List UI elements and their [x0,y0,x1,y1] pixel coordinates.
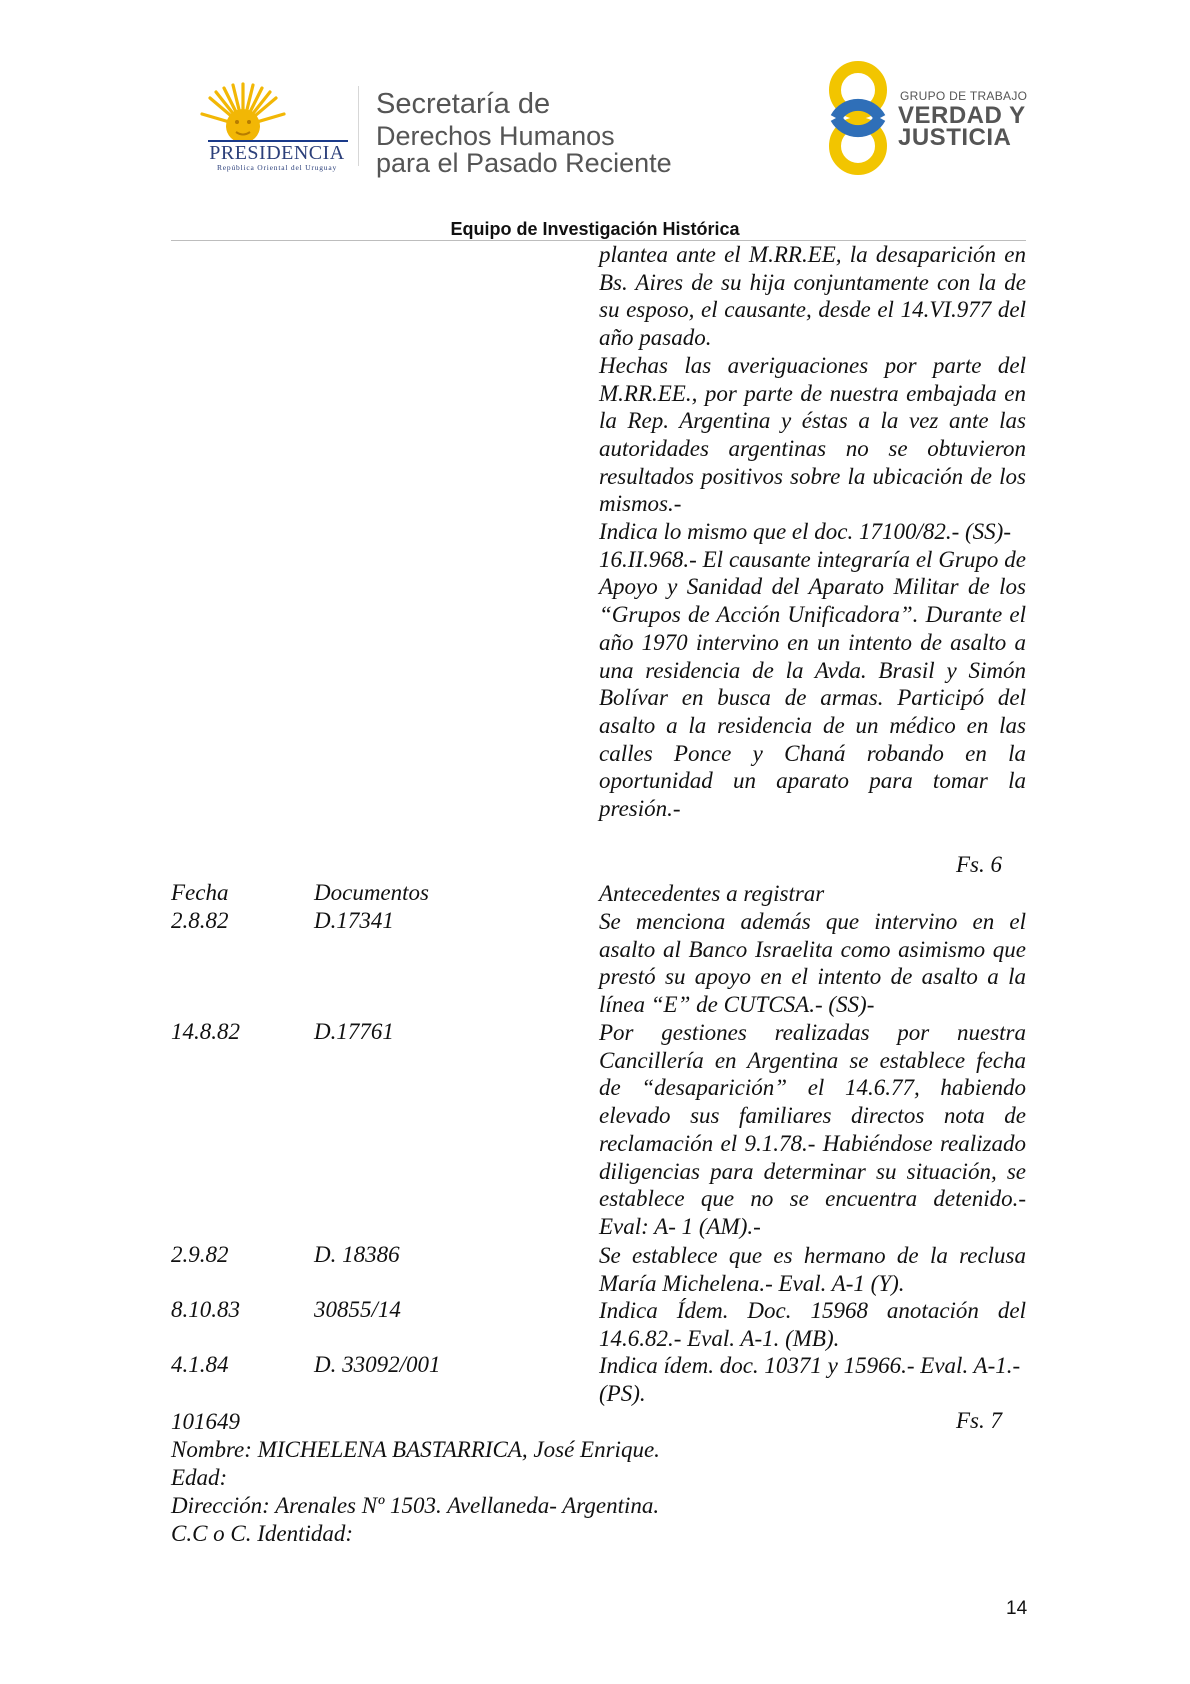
header-antecedentes: Antecedentes a registrar [599,881,825,906]
record-identidad: C.C o C. Identidad: [171,1521,354,1546]
continuation-paragraph: plantea ante el M.RR.EE, la desaparición en Bs. Aires de su hija conjuntamente con la de su esposo, el causante, desde el 14.VI.977 del año pasado. [599,242,1026,351]
presidencia-name: PRESIDENCIA [209,142,345,164]
row-text: Indica Ídem. Doc. 15968 anotación del 14.6.82.- Eval. A-1. (MB). [599,1298,1026,1351]
row-text: Se establece que es hermano de la reclusa María Michelena.- Eval. A-1 (Y). [599,1243,1026,1296]
folio-6: Fs. 6 [956,852,1002,877]
continuation-block [599,241,1026,823]
grupo-line3: JUSTICIA [898,124,1012,151]
row-doc: D. 18386 [314,1242,400,1267]
secretaria-line2: Derechos Humanos [376,121,615,151]
record-edad: Edad: [171,1465,228,1490]
row-fecha: 14.8.82 [171,1019,240,1044]
row-doc: D. 33092/001 [314,1352,441,1377]
record-nombre: Nombre: MICHELENA BASTARRICA, José Enrique. [171,1437,660,1462]
row-text: Por gestiones realizadas por nuestra Cancillería en Argentina se establece fecha de “desaparición” el 14.6.77, habiendo elevado sus familiares directos nota de reclamación el 9.1.78.- Habiéndose realizado diligencias para determinar su situación, se establece que no se encuentra detenido.- Eval: A- 1 (AM).- [599,1020,1026,1239]
record-number: 101649 [171,1409,240,1434]
record-direccion: Dirección: Arenales Nº 1503. Avellaneda- Argentina. [171,1493,660,1518]
row-text: Indica ídem. doc. 10371 y 15966.- Eval. A-1.- (PS). [599,1353,1021,1406]
header-documentos: Documentos [314,880,429,905]
secretaria-line1: Secretaría de [376,88,551,120]
row-doc: D.17341 [314,908,394,933]
page-number: 14 [1006,1598,1028,1619]
header-fecha: Fecha [171,880,229,905]
continuation-paragraph: Indica lo mismo que el doc. 17100/82.- (SS)- [599,519,1012,545]
continuation-paragraph: 16.II.968.- El causante integraría el Grupo de Apoyo y Sanidad del Aparato Militar de los “Grupos de Acción Unificadora”. Durante el año 1970 intervino en un intento de asalto a una residencia de la Avda. Brasil y Simón Bolívar en busca de armas. Participó del asalto a la residencia de un médico en las calles Ponce y Chaná robando en la oportunidad un aparato para tomar la presión.- [599,546,1026,822]
continuation-paragraph: Hechas las averiguaciones por parte del M.RR.EE., por parte de nuestra embajada en la Rep. Argentina y éstas a la vez ante las autoridades argentinas no se obtuvieron resultados positivos sobre la ubicación de los mismos.- [599,352,1026,517]
row-fecha: 2.8.82 [171,908,229,933]
row-doc: D.17761 [314,1019,394,1044]
logo-divider [358,86,359,166]
secretaria-line3: para el Pasado Reciente [376,148,672,178]
row-fecha: 4.1.84 [171,1352,229,1377]
team-heading: Equipo de Investigación Histórica [450,219,740,239]
row-fecha: 8.10.83 [171,1297,240,1322]
grupo-line1: GRUPO DE TRABAJO [900,89,1028,103]
row-fecha: 2.9.82 [171,1242,229,1267]
presidencia-subtitle: República Oriental del Uruguay [216,163,337,172]
grupo-line2: VERDAD Y [898,102,1026,129]
folio-7: Fs. 7 [956,1408,1002,1433]
row-text: Se menciona además que intervino en el asalto al Banco Israelita como asimismo que prestó su apoyo en el intento de asalto a la línea “E” de CUTCSA.- (SS)- [599,909,1026,1018]
presidencia-sun-logo [200,82,286,146]
row-doc: 30855/14 [314,1297,401,1322]
